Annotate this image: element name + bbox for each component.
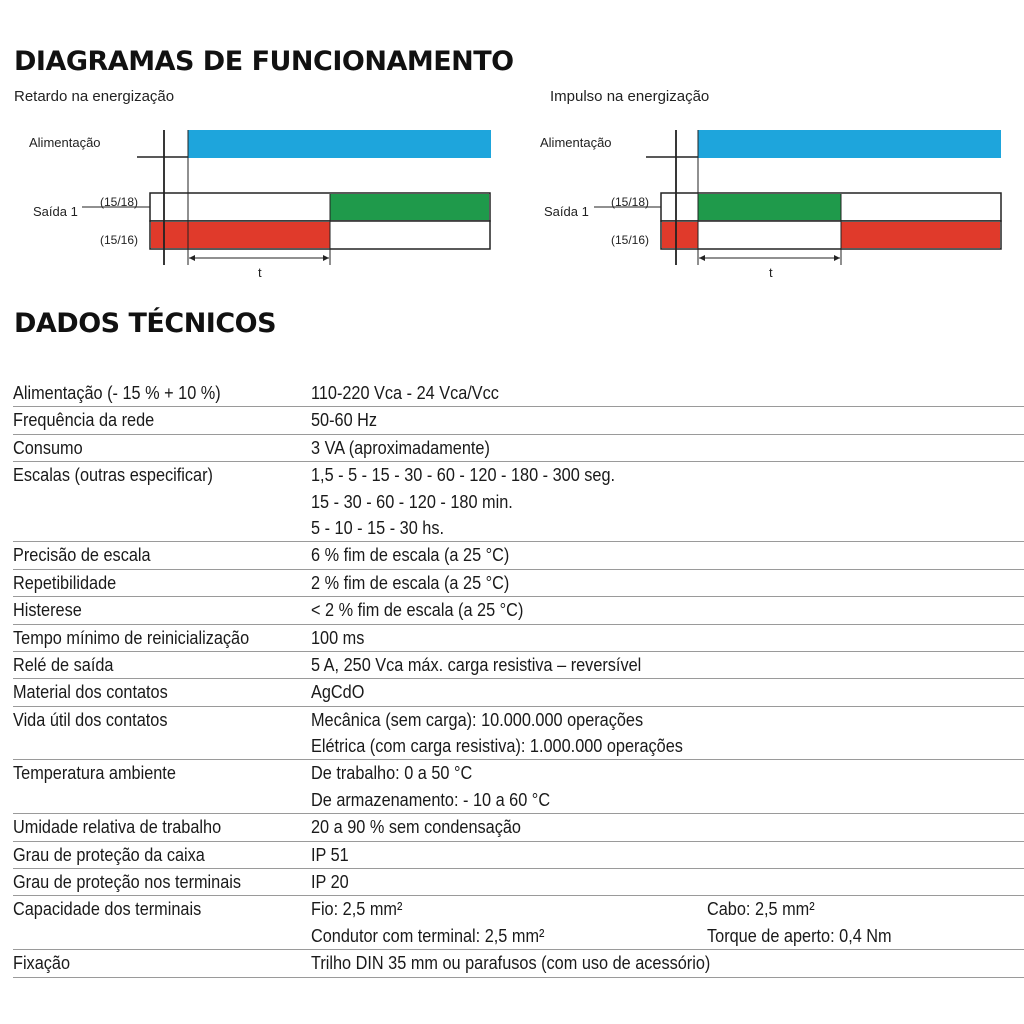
spec-label: Grau de proteção nos terminais bbox=[13, 871, 242, 893]
spec-label: Relé de saída bbox=[13, 653, 114, 675]
spec-label: Tempo mínimo de reinicialização bbox=[13, 626, 250, 648]
spec-value-secondary: Torque de aperto: 0,4 Nm bbox=[707, 924, 892, 946]
spec-value-line bbox=[311, 489, 1024, 515]
spec-value: Trilho DIN 35 mm ou parafusos (com uso de acessório) bbox=[311, 952, 711, 974]
spec-row bbox=[13, 407, 1024, 434]
spec-label: Material dos contatos bbox=[13, 681, 168, 703]
spec-row bbox=[13, 462, 1024, 542]
spec-label: Escalas (outras especificar) bbox=[13, 464, 213, 486]
spec-value: IP 51 bbox=[311, 843, 349, 865]
output-label: Saída 1 bbox=[544, 204, 589, 219]
spec-value-line bbox=[311, 597, 1024, 623]
spec-value: Mecânica (sem carga): 10.000.000 operações bbox=[311, 708, 644, 730]
spec-value-line bbox=[311, 542, 1024, 568]
supply-bar bbox=[188, 130, 491, 158]
spec-value: 110-220 Vca - 24 Vca/Vcc bbox=[311, 382, 499, 403]
supply-label: Alimentação bbox=[29, 135, 101, 150]
spec-row bbox=[13, 842, 1024, 869]
spec-label: Umidade relativa de trabalho bbox=[13, 816, 222, 838]
spec-value: 1,5 - 5 - 15 - 30 - 60 - 120 - 180 - 300 seg. bbox=[311, 464, 616, 486]
spec-value: 6 % fim de escala (a 25 °C) bbox=[311, 544, 510, 566]
spec-row bbox=[13, 896, 1024, 950]
output-label: Saída 1 bbox=[33, 204, 78, 219]
spec-row bbox=[13, 950, 1024, 977]
spec-label: Precisão de escala bbox=[13, 544, 151, 566]
spec-value-group bbox=[311, 462, 1024, 541]
spec-value-group bbox=[311, 542, 1024, 568]
spec-label: Temperatura ambiente bbox=[13, 762, 176, 784]
spec-row bbox=[13, 625, 1024, 652]
output-off-bar bbox=[151, 222, 330, 248]
spec-value-line bbox=[311, 380, 1024, 406]
technical-data-table bbox=[13, 380, 1024, 978]
spec-value-group bbox=[311, 869, 1024, 895]
time-label: t bbox=[258, 265, 262, 280]
spec-label: Vida útil dos contatos bbox=[13, 708, 168, 730]
spec-value-group bbox=[311, 679, 1024, 705]
diagram-title-delay: Retardo na energização bbox=[14, 88, 175, 105]
spec-label: Frequência da rede bbox=[13, 409, 155, 431]
supply-bar bbox=[698, 130, 1001, 158]
spec-value-line bbox=[311, 652, 1024, 678]
spec-value-group bbox=[311, 814, 1024, 840]
spec-value-line bbox=[311, 733, 1024, 759]
spec-value-group bbox=[311, 652, 1024, 678]
spec-value-line bbox=[311, 842, 1024, 868]
spec-value-line bbox=[311, 950, 1024, 976]
spec-value-group bbox=[311, 842, 1024, 868]
spec-value-group bbox=[311, 896, 1024, 949]
spec-value-group bbox=[311, 380, 1024, 406]
spec-value-line bbox=[311, 625, 1024, 651]
spec-label: Histerese bbox=[13, 599, 82, 621]
spec-value-group bbox=[311, 625, 1024, 651]
spec-label: Grau de proteção da caixa bbox=[13, 843, 205, 865]
spec-value-line bbox=[311, 570, 1024, 596]
spec-value-line bbox=[311, 462, 1024, 488]
spec-label: Fixação bbox=[13, 952, 71, 974]
contact-15-18-label: (15/18) bbox=[611, 195, 650, 209]
spec-value-group bbox=[311, 760, 1024, 813]
spec-value-line bbox=[311, 760, 1024, 786]
spec-value-line bbox=[311, 869, 1024, 895]
spec-value: Elétrica (com carga resistiva): 1.000.000 operações bbox=[311, 735, 683, 757]
spec-row bbox=[13, 679, 1024, 706]
spec-label: Repetibilidade bbox=[13, 571, 117, 593]
spec-value-group bbox=[311, 597, 1024, 623]
spec-value-line bbox=[311, 407, 1024, 433]
spec-value-line bbox=[311, 896, 1024, 922]
spec-value-line bbox=[311, 923, 1024, 949]
spec-value-line bbox=[311, 515, 1024, 541]
spec-value: 100 ms bbox=[311, 626, 365, 648]
technical-data-heading: DADOS TÉCNICOS bbox=[14, 308, 277, 339]
spec-value: AgCdO bbox=[311, 681, 365, 703]
spec-row bbox=[13, 380, 1024, 407]
spec-value: 5 A, 250 Vca máx. carga resistiva – reversível bbox=[311, 653, 642, 675]
spec-value-line bbox=[311, 787, 1024, 813]
diagram-title-impulse: Impulso na energização bbox=[550, 88, 710, 105]
spec-value: 5 - 10 - 15 - 30 hs. bbox=[311, 516, 445, 538]
spec-row bbox=[13, 707, 1024, 761]
spec-value: De armazenamento: - 10 a 60 °C bbox=[311, 788, 551, 810]
spec-value: De trabalho: 0 a 50 °C bbox=[311, 762, 473, 784]
spec-value-group bbox=[311, 570, 1024, 596]
spec-value-line bbox=[311, 814, 1024, 840]
spec-value: 20 a 90 % sem condensação bbox=[311, 816, 521, 838]
spec-value: 2 % fim de escala (a 25 °C) bbox=[311, 571, 510, 593]
spec-value-line bbox=[311, 707, 1024, 733]
spec-value-group bbox=[311, 707, 1024, 760]
time-label: t bbox=[769, 265, 773, 280]
spec-row bbox=[13, 435, 1024, 462]
spec-value-group bbox=[311, 950, 1024, 976]
contact-15-18-label: (15/18) bbox=[100, 195, 139, 209]
output-off-bar bbox=[841, 222, 1000, 248]
supply-label: Alimentação bbox=[540, 135, 612, 150]
diagrams-heading: DIAGRAMAS DE FUNCIONAMENTO bbox=[14, 46, 514, 77]
spec-row bbox=[13, 869, 1024, 896]
timing-diagram-delay bbox=[14, 120, 494, 285]
spec-value: 15 - 30 - 60 - 120 - 180 min. bbox=[311, 490, 513, 512]
spec-value: 3 VA (aproximadamente) bbox=[311, 436, 490, 458]
spec-row bbox=[13, 760, 1024, 814]
spec-row bbox=[13, 597, 1024, 624]
spec-value-group bbox=[311, 407, 1024, 433]
spec-value: Fio: 2,5 mm² bbox=[311, 898, 403, 920]
spec-row bbox=[13, 570, 1024, 597]
spec-row bbox=[13, 814, 1024, 841]
spec-value-group bbox=[311, 435, 1024, 461]
contact-15-16-label: (15/16) bbox=[611, 233, 650, 247]
timing-diagram-impulse bbox=[526, 120, 1006, 285]
contact-15-16-label: (15/16) bbox=[100, 233, 139, 247]
spec-value: IP 20 bbox=[311, 871, 349, 893]
spec-value-secondary: Cabo: 2,5 mm² bbox=[707, 898, 815, 920]
output-on-bar bbox=[330, 194, 489, 220]
spec-label: Consumo bbox=[13, 436, 83, 458]
spec-value: 50-60 Hz bbox=[311, 409, 378, 431]
spec-row bbox=[13, 652, 1024, 679]
output-on-bar bbox=[698, 194, 841, 220]
spec-row bbox=[13, 542, 1024, 569]
spec-label: Capacidade dos terminais bbox=[13, 898, 202, 920]
spec-value-line bbox=[311, 679, 1024, 705]
spec-label: Alimentação (- 15 % + 10 %) bbox=[13, 382, 221, 403]
spec-value: Condutor com terminal: 2,5 mm² bbox=[311, 924, 545, 946]
spec-value: < 2 % fim de escala (a 25 °C) bbox=[311, 599, 524, 621]
spec-value-line bbox=[311, 435, 1024, 461]
output-off-bar-initial bbox=[662, 222, 698, 248]
